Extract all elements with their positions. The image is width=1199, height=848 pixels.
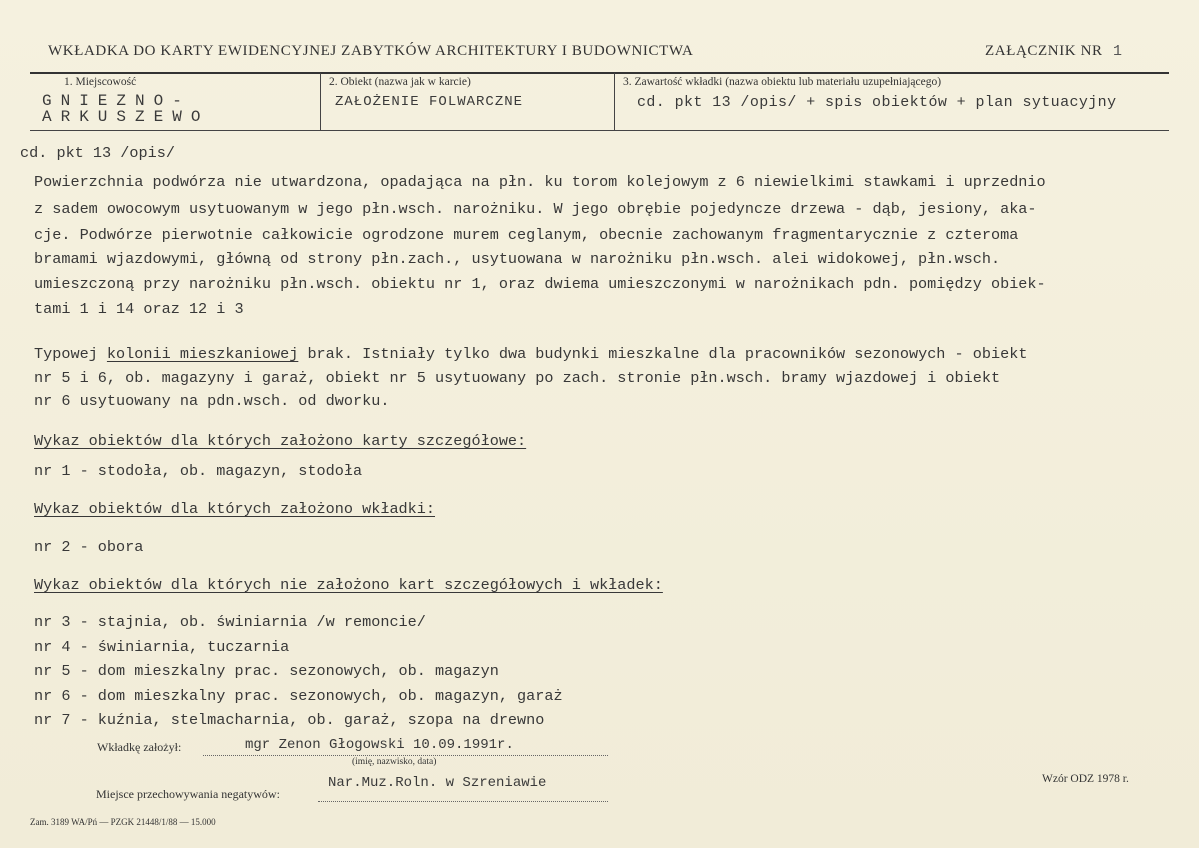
- list-item: nr 4 - świniarnia, tuczarnia: [34, 638, 290, 656]
- field-content: [614, 72, 1169, 131]
- print-info: Zam. 3189 WA/Pń — PZGK 21448/1/88 — 15.000: [30, 817, 216, 827]
- heading-detailed-cards: Wykaz obiektów dla których założono karty szczegółowe:: [34, 432, 527, 450]
- list-item: nr 1 - stodoła, ob. magazyn, stodoła: [34, 462, 363, 480]
- list-item: nr 2 - obora: [34, 538, 144, 556]
- paragraph2-line: nr 6 usytuowany na pdn.wsch. od dworku.: [34, 392, 390, 410]
- paragraph1-line: z sadem owocowym usytuowanym w jego płn.wsch. narożniku. W jego obrębie pojedyncze drzewa - dąb, jesiony, aka-: [34, 200, 1037, 218]
- document-title: WKŁADKA DO KARTY EWIDENCYJNEJ ZABYTKÓW ARCHITEKTURY I BUDOWNICTWA: [48, 43, 694, 59]
- form-version: Wzór ODZ 1978 r.: [1042, 773, 1129, 785]
- object-label: 2. Obiekt (nazwa jak w karcie): [329, 76, 471, 88]
- paragraph1-line: Powierzchnia podwórza nie utwardzona, opadająca na płn. ku torom kolejowym z 6 niewielkimi stawkami i uprzednio: [34, 173, 1046, 191]
- paragraph1-line: cje. Podwórze pierwotnie całkowicie ogrodzone murem ceglanym, obecnie zachowanym fragmentarycznie z czteroma: [34, 226, 1019, 244]
- heading-inserts: Wykaz obiektów dla których założono wkładki:: [34, 500, 436, 518]
- location-label: 1. Miejscowość: [64, 76, 137, 88]
- attachment-label: ZAŁĄCZNIK NR: [985, 43, 1103, 59]
- paragraph1-line: bramami wjazdowymi, główną od strony płn.zach., usytuowana w narożniku płn.wsch. alei widokowej, płn.wsch.: [34, 250, 1001, 268]
- object-value: ZAŁOŻENIE FOLWARCZNE: [335, 94, 524, 110]
- list-item: nr 5 - dom mieszkalny prac. sezonowych, ob. magazyn: [34, 662, 499, 680]
- list-item: nr 7 - kuźnia, stelmacharnia, ob. garaż, szopa na drewno: [34, 711, 545, 729]
- author-label: Wkładkę założył:: [97, 740, 182, 754]
- content-label: 3. Zawartość wkładki (nazwa obiektu lub materiału uzupełniającego): [623, 76, 942, 88]
- author-line: [203, 755, 608, 756]
- intro-line: cd. pkt 13 /opis/: [20, 144, 175, 162]
- list-item: nr 3 - stajnia, ob. świniarnia /w remoncie/: [34, 613, 426, 631]
- author-hint: (imię, nazwisko, data): [352, 757, 437, 767]
- storage-line: [318, 801, 608, 802]
- content-value: cd. pkt 13 /opis/ + spis obiektów + plan sytuacyjny: [637, 94, 1117, 111]
- paragraph1-line: umieszczoną przy narożniku płn.wsch. obiektu nr 1, oraz dwiema umieszczonymi w narożnikach pdn. pomiędzy obiek-: [34, 275, 1046, 293]
- storage-value: Nar.Muz.Roln. w Szreniawie: [328, 775, 547, 791]
- storage-label: Miejsce przechowywania negatywów:: [96, 787, 280, 801]
- field-location: [30, 72, 320, 131]
- location-value-line2: ARKUSZEWO: [42, 108, 210, 126]
- paragraph2-underlined: kolonii mieszkaniowej: [106, 345, 299, 363]
- paragraph1-line: tami 1 i 14 oraz 12 i 3: [34, 300, 244, 318]
- paragraph2-text: brak. Istniały tylko dwa budynki mieszkalne dla pracowników sezonowych - obiekt: [298, 345, 1028, 363]
- field-object: [320, 72, 615, 131]
- paragraph2-text: Typowej: [34, 345, 107, 363]
- attachment-number: [985, 43, 1123, 60]
- list-item: nr 6 - dom mieszkalny prac. sezonowych, ob. magazyn, garaż: [34, 687, 563, 705]
- author-value: mgr Zenon Głogowski 10.09.1991r.: [245, 737, 514, 753]
- location-value-line1: GNIEZNO-: [42, 92, 191, 110]
- paragraph2-line: [34, 345, 1027, 363]
- heading-no-cards: Wykaz obiektów dla których nie założono kart szczegółowych i wkładek:: [34, 576, 663, 594]
- paragraph2-line: nr 5 i 6, ob. magazyny i garaż, obiekt nr 5 usytuowany po zach. stronie płn.wsch. bramy wjazdowej i obiekt: [34, 369, 1001, 387]
- attachment-number-value: 1: [1112, 43, 1123, 60]
